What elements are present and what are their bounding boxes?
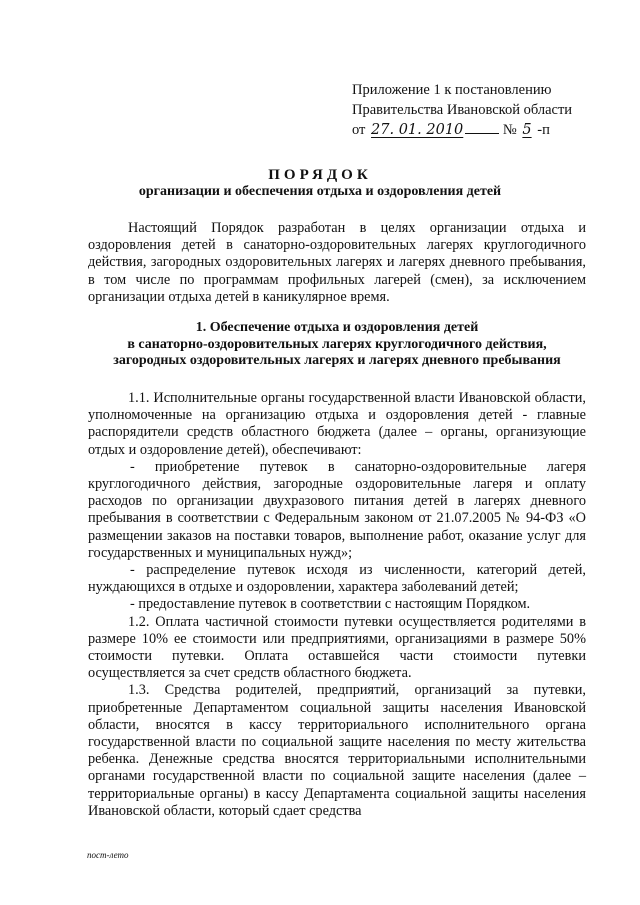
section-1-heading (88, 320, 586, 370)
appendix-line-2: Правительства Ивановской области (352, 102, 573, 118)
appendix-header (352, 80, 572, 140)
appendix-date-line (352, 120, 572, 140)
paragraph-1-3: 1.3. Средства родителей, предприятий, организаций за путевки, приобретенные Департаментом социальной защиты населения Ивановской области, вносятся в кассу территориального исполнительного органа государственной власти по социальной защите населения по месту жительства ребенка. Денежные средства вносятся территориальными исполнительными органами государственной власти по социальной защите населения (далее – территориальные органы) в кассу Департамента социальной защиты населения Ивановской области, который сдает средства (88, 682, 586, 819)
handwritten-number: 5 (522, 122, 532, 138)
handwritten-date: 27. 01. 2010 (371, 122, 464, 138)
section-1-heading-line-3: загородных оздоровительных лагерях и лагерях дневного пребывания (113, 353, 561, 368)
appendix-line-1: Приложение 1 к постановлению (352, 82, 552, 98)
bullet-provision: - предоставление путевок в соответствии с настоящим Порядком. (130, 596, 531, 613)
date-underline (465, 133, 499, 134)
intro-block (88, 220, 586, 306)
section-1-heading-line-2: в санаторно-оздоровительных лагерях круглогодичного действия, (127, 336, 547, 352)
document-subtitle: организации и обеспечения отдыха и оздоровления детей (138, 184, 502, 199)
paragraph-1-1: 1.1. Исполнительные органы государственной власти Ивановской области, уполномоченные на организацию отдыха и оздоровления детей - главные распорядители средств областного бюджета (далее – органы, организующие отдых и оздоровление детей), обеспечивают: (88, 390, 586, 458)
bullet-purchase: - приобретение путевок в санаторно-оздоровительные лагеря круглогодичного действия, загородные оздоровительные лагеря и оплату расходов по организации двухразового питания детей в лагерях дневного пребывания в соответствии с Федеральным законом от 21.07.2005 № 94-ФЗ «О размещении заказов на поставки товаров, выполнение работ, оказание услуг для государственных и муниципальных нужд»; (88, 458, 586, 561)
section-1-body (88, 390, 586, 820)
intro-paragraph: Настоящий Порядок разработан в целях организации отдыха и оздоровления детей в санаторно-оздоровительных лагерях круглогодичного действия, загородных оздоровительных лагерях и лагерях дневного пребывания, в том числе по программам профильных лагерей (смен), за исключением организации отдыха детей в каникулярное время. (88, 220, 586, 305)
from-label: от (352, 122, 366, 138)
paragraph-1-2: 1.2. Оплата частичной стоимости путевки осуществляется родителями в размере 10% ее стоимости или предприятиями, организациями в размере 50% стоимости путевки. Оплата оставшейся части стоимости путевки осуществляется за счет средств областного бюджета. (88, 613, 586, 682)
number-suffix: -п (537, 122, 550, 138)
number-label: № (502, 122, 517, 138)
document-title: ПОРЯДОК (268, 167, 372, 183)
bullet-distribution: - распределение путевок исходя из численности, категорий детей, нуждающихся в отдыхе и оздоровлении, характера заболеваний детей; (88, 562, 586, 596)
section-1-heading-line-1: 1. Обеспечение отдыха и оздоровления детей (195, 320, 479, 335)
footer-filename: пост-лето (87, 850, 129, 860)
